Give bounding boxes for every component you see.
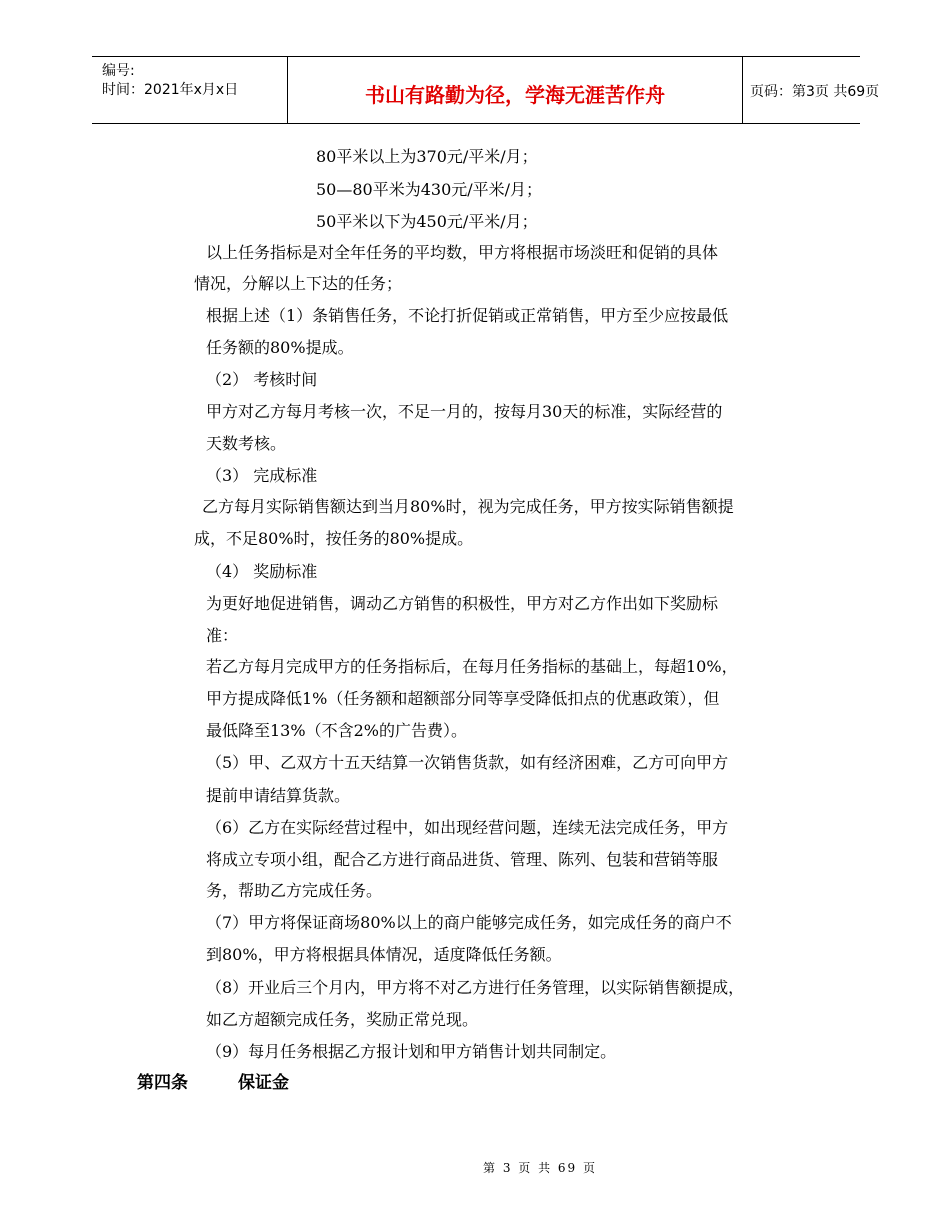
body-line: 为更好地促进销售，调动乙方销售的积极性，甲方对乙方作出如下奖励标 [206, 594, 719, 613]
header-left-cell [92, 57, 287, 123]
body-line: 根据上述（1）条销售任务，不论打折促销或正常销售，甲方至少应按最低 [206, 306, 729, 325]
subsection-heading: （2） 考核时间 [206, 370, 318, 389]
page-header [92, 56, 880, 124]
document-number-label: 编号: [102, 63, 135, 79]
body-line: 将成立专项小组，配合乙方进行商品进货、管理、陈列、包装和营销等服 [206, 850, 719, 869]
body-line: 以上任务指标是对全年任务的平均数，甲方将根据市场淡旺和促销的具体 [206, 243, 719, 262]
body-line: 甲方对乙方每月考核一次，不足一月的，按每月30天的标准，实际经营的 [206, 402, 723, 421]
page-footer: 第 3 页 共 69 页 [483, 1161, 597, 1175]
body-line: 甲方提成降低1%（任务额和超额部分同等享受降低扣点的优惠政策），但 [206, 689, 720, 708]
body-line: 任务额的80%提成。 [206, 338, 354, 357]
section-number: 第四条 [137, 1073, 188, 1093]
header-right-cell [742, 57, 880, 123]
header-center-cell [287, 57, 743, 123]
body-line: 务，帮助乙方完成任务。 [206, 881, 383, 900]
body-line: 天数考核。 [206, 434, 287, 453]
body-line: 情况，分解以上下达的任务； [194, 274, 403, 293]
body-line: （8）开业后三个月内，甲方将不对乙方进行任务管理，以实际销售额提成， [206, 978, 745, 997]
body-line: 提前申请结算货款。 [206, 786, 351, 805]
body-line: （5）甲、乙双方十五天结算一次销售货款，如有经济困难，乙方可向甲方 [206, 753, 729, 772]
header-motto: 书山有路勤为径，学海无涯苦作舟 [365, 83, 665, 107]
body-line: （9）每月任务根据乙方报计划和甲方销售计划共同制定。 [206, 1042, 617, 1061]
body-line: 50—80平米为430元/平米/月； [316, 180, 543, 199]
body-line: 成，不足80%时，按任务的80%提成。 [194, 529, 474, 548]
body-line: 50平米以下为450元/平米/月； [316, 212, 538, 231]
body-line: 乙方每月实际销售额达到当月80%时，视为完成任务，甲方按实际销售额提 [202, 497, 734, 516]
header-page-info: 页码：第3页 共69页 [750, 84, 880, 100]
document-time-label: 时间：2021年x月x日 [102, 82, 239, 98]
body-line: 到80%，甲方将根据具体情况，适度降低任务额。 [206, 945, 562, 964]
body-line: 最低降至13%（不含2%的广告费）。 [206, 721, 467, 740]
body-line: 80平米以上为370元/平米/月； [316, 147, 538, 166]
body-line: 若乙方每月完成甲方的任务指标后，在每月任务指标的基础上，每超10%， [206, 657, 738, 676]
body-line: 如乙方超额完成任务，奖励正常兑现。 [206, 1010, 479, 1029]
body-line: （6）乙方在实际经营过程中，如出现经营问题，连续无法完成任务，甲方 [206, 818, 729, 837]
body-line: 准： [206, 626, 239, 645]
section-title: 保证金 [238, 1073, 289, 1093]
subsection-heading: （3） 完成标准 [206, 466, 318, 485]
subsection-heading: （4） 奖励标准 [206, 562, 318, 581]
body-line: （7）甲方将保证商场80%以上的商户能够完成任务，如完成任务的商户不 [206, 913, 732, 932]
